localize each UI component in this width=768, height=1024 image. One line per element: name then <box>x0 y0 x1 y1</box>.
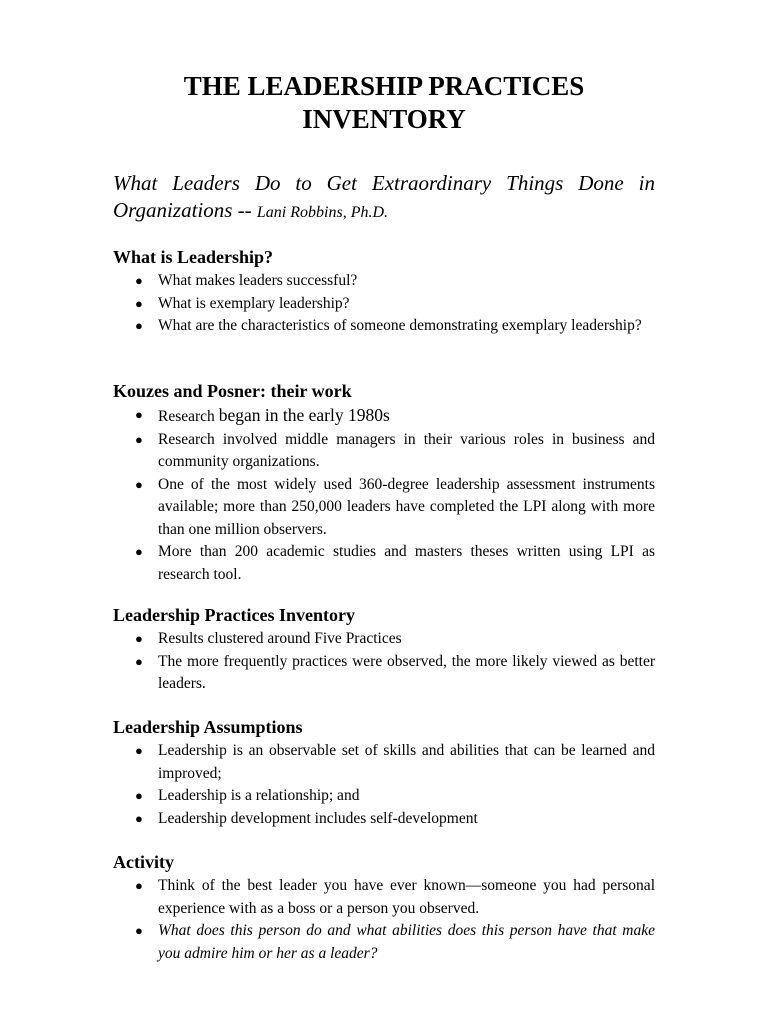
list-item-text: Think of the best leader you have ever known—someone you had personal experience with as a boss or a person you observed. <box>158 877 655 917</box>
bullet-list <box>113 270 655 338</box>
list-item <box>113 920 655 965</box>
bullet-list <box>113 740 655 830</box>
list-item-text: What makes leaders successful? <box>158 272 358 289</box>
list-item <box>113 474 655 542</box>
list-item-text: Research <box>158 408 219 425</box>
bullet-icon: ● <box>135 544 143 559</box>
document-title <box>0 70 768 136</box>
subtitle-text: What Leaders Do to Get Extraordinary Things Done in Organizations -- <box>113 171 655 222</box>
list-item-text: Research involved middle managers in their various roles in business and community organizations. <box>158 430 655 470</box>
list-item-text-large: began in the early 1980s <box>218 405 390 425</box>
section-what-is-leadership <box>113 246 655 338</box>
section-activity <box>113 851 655 965</box>
list-item <box>113 404 655 429</box>
bullet-list <box>113 875 655 965</box>
section-kouzes-posner <box>113 380 655 586</box>
list-item <box>113 808 655 831</box>
list-item <box>113 429 655 474</box>
list-item-text: Results clustered around Five Practices <box>158 630 402 647</box>
bullet-icon: ● <box>135 295 143 311</box>
section-heading: Activity <box>113 852 174 872</box>
list-item <box>113 785 655 808</box>
list-item-text: Leadership is a relationship; and <box>158 787 360 804</box>
section-heading: Leadership Assumptions <box>113 717 303 737</box>
bullet-icon: ● <box>135 318 143 333</box>
section-heading: What is Leadership? <box>113 247 274 267</box>
list-item <box>113 541 655 586</box>
bullet-icon: ● <box>135 407 143 422</box>
bullet-icon: ● <box>135 273 143 288</box>
list-item <box>113 740 655 785</box>
title-line-2: INVENTORY <box>302 104 466 134</box>
section-heading: Kouzes and Posner: their work <box>113 381 352 401</box>
list-item-text: The more frequently practices were observed, the more likely viewed as better leaders. <box>158 652 655 692</box>
bullet-icon: ● <box>135 476 143 492</box>
list-item <box>113 651 655 696</box>
bullet-icon: ● <box>135 878 143 893</box>
bullet-icon: ● <box>135 631 143 646</box>
list-item-text: One of the most widely used 360-degree leadership assessment instruments available; more than 250,000 leaders have completed the LPI along with more than one million observers. <box>158 475 655 538</box>
author-name: Lani Robbins, Ph.D. <box>256 204 389 221</box>
list-item <box>113 315 655 338</box>
list-item <box>113 628 655 651</box>
list-item-text: What does this person do and what abilities does this person have that make you admire him or her as a leader? <box>158 922 655 962</box>
document-subtitle <box>113 170 655 226</box>
list-item-text: Leadership development includes self-development <box>158 809 478 827</box>
list-item-text: What is exemplary leadership? <box>158 294 350 312</box>
title-line-1: THE LEADERSHIP PRACTICES <box>183 71 585 101</box>
bullet-icon: ● <box>135 810 143 826</box>
bullet-icon: ● <box>135 743 143 758</box>
section-lpi <box>113 604 655 696</box>
bullet-icon: ● <box>135 431 143 447</box>
list-item-text: More than 200 academic studies and masters theses written using LPI as research tool. <box>158 543 655 583</box>
section-assumptions <box>113 716 655 830</box>
list-item <box>113 270 655 293</box>
bullet-list <box>113 404 655 586</box>
list-item-text: What are the characteristics of someone demonstrating exemplary leadership? <box>158 317 642 334</box>
list-item <box>113 875 655 920</box>
bullet-list <box>113 628 655 696</box>
list-item-text: Leadership is an observable set of skills and abilities that can be learned and improved; <box>158 742 655 782</box>
section-heading: Leadership Practices Inventory <box>113 605 355 625</box>
bullet-icon: ● <box>135 788 143 803</box>
list-item <box>113 293 655 316</box>
bullet-icon: ● <box>135 923 143 938</box>
bullet-icon: ● <box>135 653 143 669</box>
